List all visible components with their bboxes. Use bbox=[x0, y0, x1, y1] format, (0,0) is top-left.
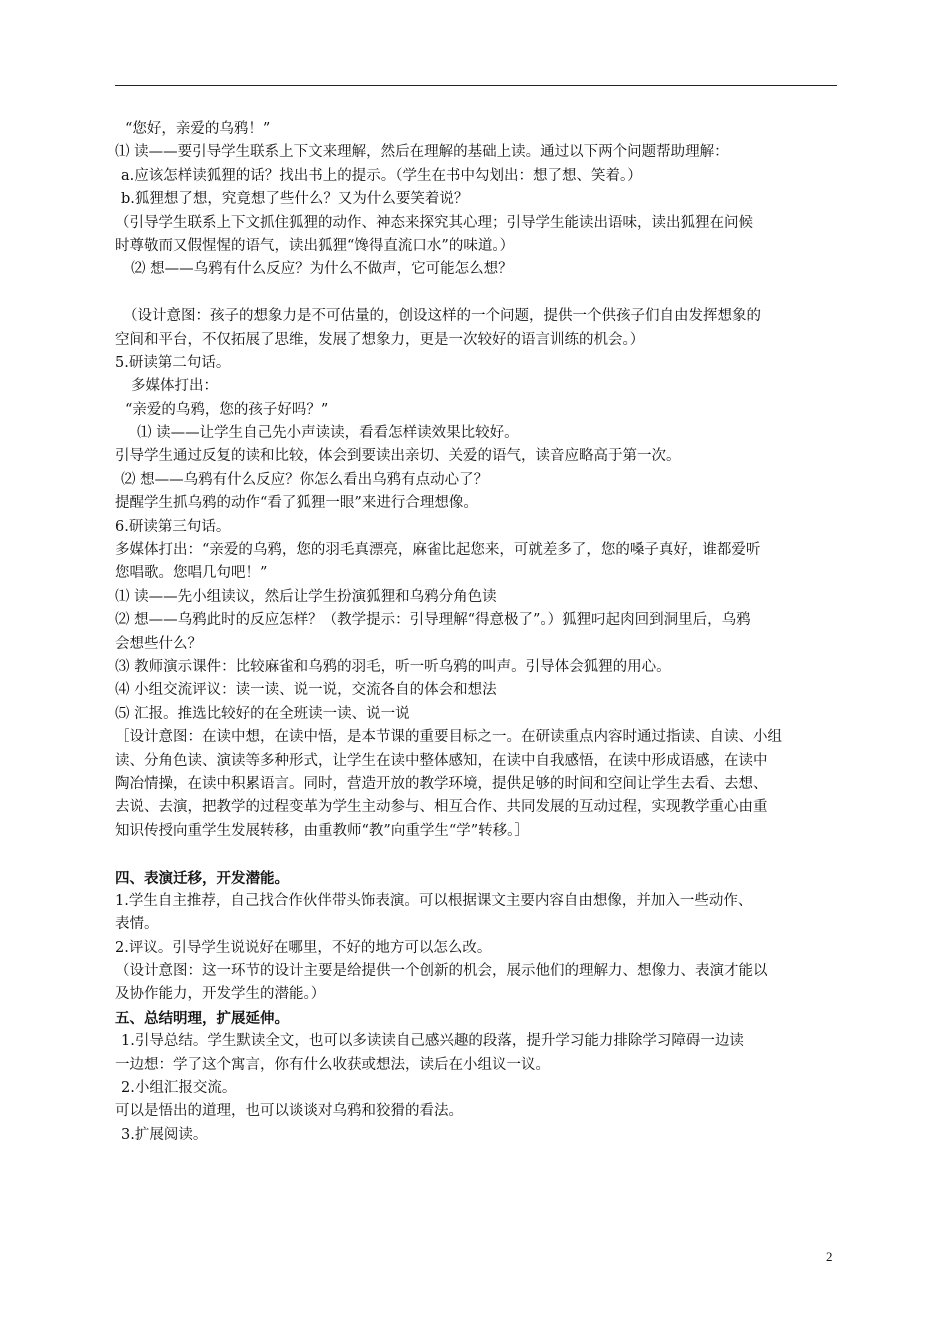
section-heading: 五、总结明理，扩展延伸。 bbox=[115, 1009, 289, 1027]
text-line: 5.研读第二句话。 bbox=[115, 354, 231, 371]
text-line: 知识传授向重学生发展转移，由重教师“教”向重学生“学”转移。］ bbox=[115, 822, 529, 839]
text-line: 会想些什么？ bbox=[115, 635, 202, 652]
text-line: 1.学生自主推荐，自己找合作伙伴带头饰表演。可以根据课文主要内容自由想像，并加入一些动作、 bbox=[115, 892, 753, 909]
section-heading: 四、表演迁移，开发潜能。 bbox=[115, 869, 289, 887]
document-body bbox=[115, 118, 837, 1147]
text-line: 表情。 bbox=[115, 916, 159, 933]
text-line: 读、分角色读、演读等多种形式，让学生在读中整体感知，在读中自我感悟，在读中形成语感，在读中 bbox=[115, 752, 768, 769]
text-line: 及协作能力，开发学生的潜能。） bbox=[115, 986, 326, 1003]
text-line: 您唱歌。您唱几句吧！” bbox=[115, 565, 268, 582]
text-line: （设计意图：这一环节的设计主要是给提供一个创新的机会，展示他们的理解力、想像力、表演才能以 bbox=[115, 963, 768, 980]
text-line: ⑴ 读——让学生自己先小声读读，看看怎样读效果比较好。 bbox=[137, 425, 519, 442]
text-line: 多媒体打出： bbox=[131, 378, 218, 395]
header-rule bbox=[115, 85, 837, 86]
text-line: b.狐狸想了想，究竟想了些什么？又为什么要笑着说？ bbox=[121, 191, 469, 208]
text-line: ［设计意图：在读中想，在读中悟，是本节课的重要目标之一。在研读重点内容时通过指读、自读、小组 bbox=[115, 729, 782, 746]
text-line: 时尊敬而又假惺惺的语气，读出狐狸“馋得直流口水”的味道。） bbox=[115, 237, 515, 254]
text-line: ⑶ 教师演示课件：比较麻雀和乌鸦的羽毛，听一听乌鸦的叫声。引导体会狐狸的用心。 bbox=[115, 658, 671, 675]
text-line: ⑴ 读——先小组读议，然后让学生扮演狐狸和乌鸦分角色读 bbox=[115, 588, 497, 605]
text-line: 陶冶情操，在读中积累语言。同时，营造开放的教学环境，提供足够的时间和空间让学生去看、去想、 bbox=[115, 775, 768, 792]
text-line: （引导学生联系上下文抓住狐狸的动作、神态来探究其心理；引导学生能读出语味，读出狐狸在问候 bbox=[115, 214, 753, 231]
text-line: 提醒学生抓乌鸦的动作“看了狐狸一眼”来进行合理想像。 bbox=[115, 495, 478, 512]
paragraph-gap bbox=[115, 282, 837, 305]
text-line: 可以是悟出的道理，也可以谈谈对乌鸦和狡猾的看法。 bbox=[115, 1103, 463, 1120]
text-line: 一边想：学了这个寓言，你有什么收获或想法，读后在小组议一议。 bbox=[115, 1056, 550, 1073]
text-line: （设计意图：孩子的想象力是不可估量的，创设这样的一个问题，提供一个供孩子们自由发挥想象的 bbox=[123, 308, 761, 325]
text-line: 2.小组汇报交流。 bbox=[121, 1080, 237, 1097]
text-line: ⑴ 读——要引导学生联系上下文来理解，然后在理解的基础上读。通过以下两个问题帮助理解： bbox=[115, 144, 729, 161]
text-line: “亲爱的乌鸦，您的孩子好吗？” bbox=[125, 401, 329, 418]
text-line: 2.评议。引导学生说说好在哪里，不好的地方可以怎么改。 bbox=[115, 939, 492, 956]
text-line: ⑵ 想——乌鸦有什么反应？你怎么看出乌鸦有点动心了？ bbox=[121, 471, 489, 488]
text-line: 1.引导总结。学生默读全文，也可以多读读自己感兴趣的段落，提升学习能力排除学习障碍一边读 bbox=[121, 1033, 744, 1050]
text-line: “您好，亲爱的乌鸦！” bbox=[125, 121, 271, 137]
text-line: ⑵ 想——乌鸦有什么反应？为什么不做声，它可能怎么想？ bbox=[131, 261, 513, 278]
text-line: ⑷ 小组交流评议：读一读、说一说，交流各自的体会和想法 bbox=[115, 682, 497, 699]
text-line: 多媒体打出：“亲爱的乌鸦，您的羽毛真漂亮，麻雀比起您来，可就差多了，您的嗓子真好，谁都爱听 bbox=[115, 542, 761, 559]
text-line: 引导学生通过反复的读和比较，体会到要读出亲切、关爱的语气，读音应略高于第一次。 bbox=[115, 448, 681, 465]
paragraph-gap bbox=[115, 843, 837, 866]
text-line: ⑵ 想——乌鸦此时的反应怎样？（教学提示：引导理解“得意极了”。）狐狸叼起肉回到洞里后，乌鸦 bbox=[115, 612, 751, 629]
text-line: 6.研读第三句话。 bbox=[115, 518, 231, 535]
page-number: 2 bbox=[826, 1249, 833, 1264]
text-line: 去说、去演，把教学的过程变革为学生主动参与、相互合作、共同发展的互动过程，实现教学重心由重 bbox=[115, 799, 768, 816]
text-line: a.应该怎样读狐狸的话？找出书上的提示。（学生在书中勾划出：想了想、笑着。） bbox=[121, 167, 642, 184]
text-line: 3.扩展阅读。 bbox=[121, 1126, 208, 1143]
text-line: ⑸ 汇报。推选比较好的在全班读一读、说一说 bbox=[115, 705, 410, 722]
text-line: 空间和平台，不仅拓展了思维，发展了想象力，更是一次较好的语言训练的机会。） bbox=[115, 331, 645, 348]
